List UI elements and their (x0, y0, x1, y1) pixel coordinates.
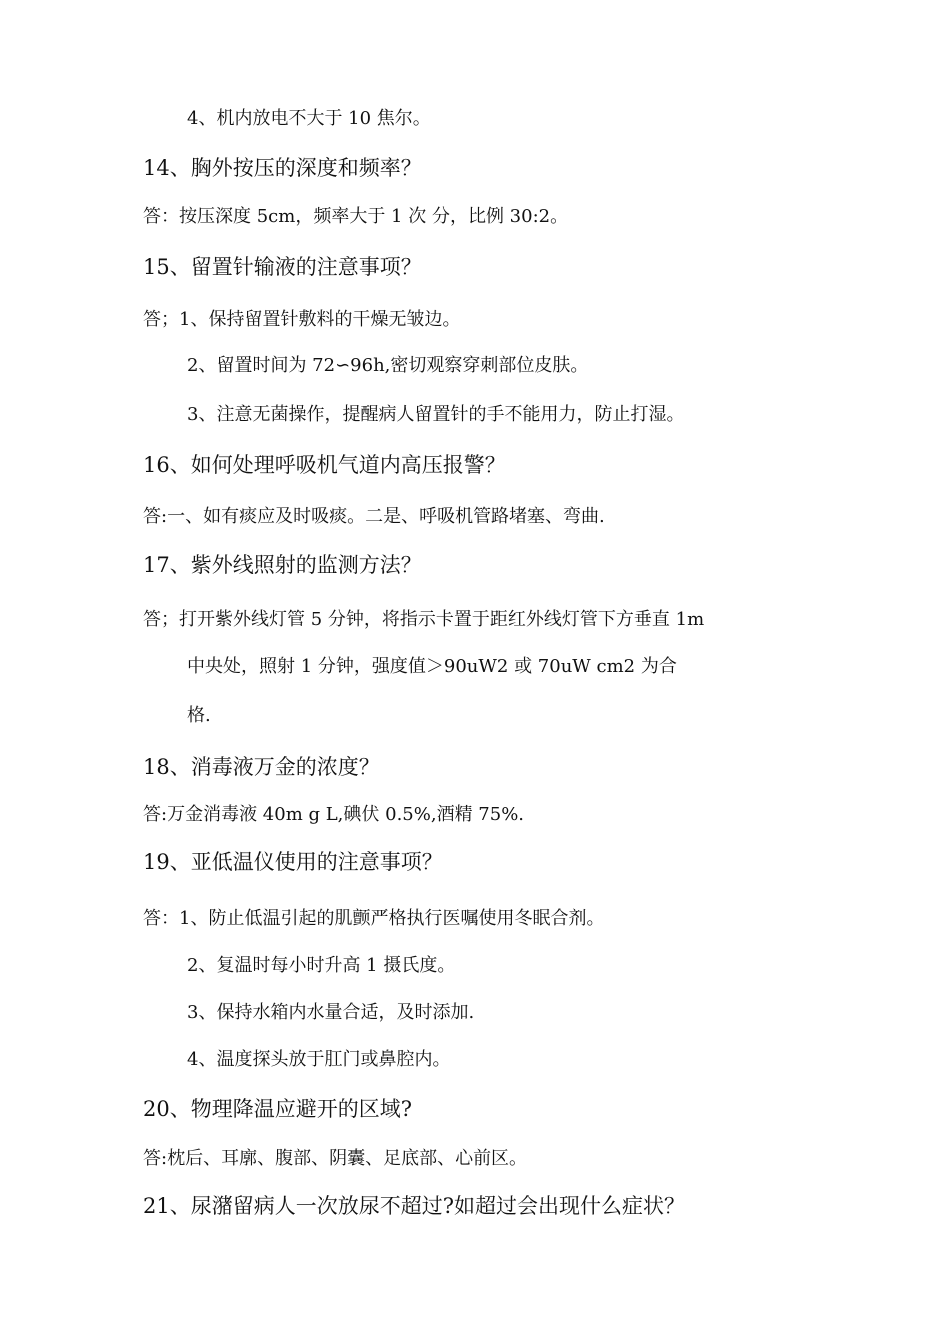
answer-18: 答:万金消毒液 40m g L,碘伏 0.5%,酒精 75%. (143, 804, 525, 825)
answer-line: 3、保持水箱内水量合适，及时添加. (187, 1002, 475, 1023)
answer-line: 2、留置时间为 72∽96h,密切观察穿刺部位皮肤。 (187, 355, 589, 376)
question-16: 16、如何处理呼吸机气道内高压报警？ (143, 453, 506, 477)
answer-line: 格. (187, 705, 211, 726)
question-19: 19、亚低温仪使用的注意事项？ (143, 850, 443, 874)
answer-20: 答:枕后、耳廓、腹部、阴囊、足底部、心前区。 (143, 1148, 528, 1169)
answer-17: 答；打开紫外线灯管 5 分钟，将指示卡置于距红外线灯管下方垂直 1m (143, 609, 705, 630)
answer-line: 3、注意无菌操作，提醒病人留置针的手不能用力，防止打湿。 (187, 404, 685, 425)
answer-line: 2、复温时每小时升高 1 摄氏度。 (187, 955, 456, 976)
answer-15: 答；1、保持留置针敷料的干燥无皱边。 (143, 309, 461, 330)
answer-line: 中央处，照射 1 分钟，强度值＞90uW2 或 70uW cm2 为合 (187, 656, 677, 677)
answer-line: 4、温度探头放于肛门或鼻腔内。 (187, 1049, 451, 1070)
question-15: 15、留置针输液的注意事项？ (143, 255, 422, 279)
answer-14: 答：按压深度 5cm，频率大于 1 次 分，比例 30:2。 (143, 206, 569, 227)
answer-line: 4、机内放电不大于 10 焦尔。 (187, 108, 431, 129)
question-18: 18、消毒液万金的浓度？ (143, 755, 380, 779)
answer-16: 答:一、如有痰应及时吸痰。二是、呼吸机管路堵塞、弯曲. (143, 506, 605, 527)
question-20: 20、物理降温应避开的区域? (143, 1097, 412, 1121)
answer-19: 答：1、防止低温引起的肌颤严格执行医嘱使用冬眠合剂。 (143, 908, 605, 929)
question-21: 21、尿潴留病人一次放尿不超过?如超过会出现什么症状？ (143, 1194, 685, 1218)
question-17: 17、紫外线照射的监测方法？ (143, 553, 422, 577)
question-14: 14、胸外按压的深度和频率？ (143, 156, 422, 180)
